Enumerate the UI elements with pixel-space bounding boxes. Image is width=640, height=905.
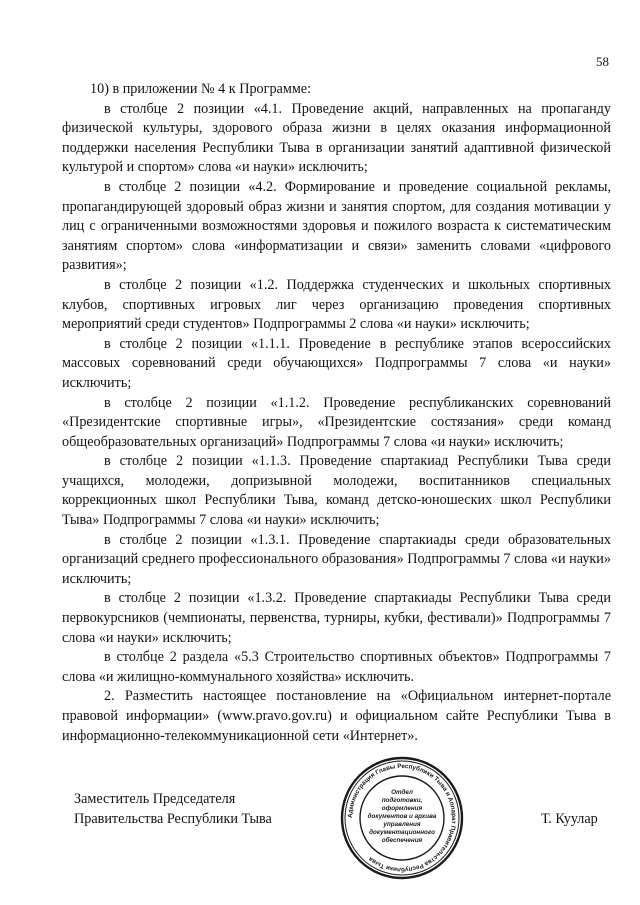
signer-title-line1: Заместитель Председателя [74, 791, 236, 807]
stamp-line: управления [383, 821, 421, 828]
stamp-line: оформления [381, 805, 423, 812]
stamp-line: подготовки, [381, 797, 423, 804]
paragraph-position-1-1-1: в столбце 2 позиции «1.1.1. Проведение в республике этапов всероссийских массовых соревнований среди обучающихся» Подпрограммы 7 слова «и науки» исключить; [62, 335, 611, 391]
paragraph-section-5-3: в столбце 2 раздела «5.3 Строительство спортивных объектов» Подпрограммы 7 слова «и жилищно-коммунального хозяйства» исключить. [62, 649, 611, 685]
paragraph-position-1-1-3: в столбце 2 позиции «1.1.3. Проведение спартакиад Республики Тыва среди учащихся, молодежи, допризывной молодежи, воспитанников специальных коррекционных школ Республики Тыва, команд детско-юношеских школ Республики Тыва» Подпрограммы 7 слова «и науки» исключить; [62, 453, 611, 529]
paragraph-position-4-2: в столбце 2 позиции «4.2. Формирование и проведение социальной рекламы, пропагандирующей здоровый образ жизни и занятия спортом, для создания мотивации у лиц с ограниченными возможностями здоровья и пожилого возраста к систематическим занятиям спортом» слова «информатизации и связи» заменить словами «цифрового развития»; [62, 178, 611, 274]
signer-title-line2: Правительства Республики Тыва [74, 810, 272, 827]
stamp-outer-text: Администрация Главы Республики Тыва и Аппарат Правительства Республики Тыва [346, 762, 458, 874]
stamp-line: документов и архива [367, 813, 437, 820]
paragraph-item-10: 10) в приложении № 4 к Программе: [90, 81, 312, 97]
paragraph-position-1-3-1: в столбце 2 позиции «1.3.1. Проведение спартакиады среди образовательных организаций среднего профессионального образования» Подпрограммы 7 слова «и науки» исключить; [62, 531, 611, 587]
paragraph-position-1-1-2: в столбце 2 позиции «1.1.2. Проведение республиканских соревнований «Президентские спортивные игры», «Президентские состязания» среди команд общеобразовательных организаций» Подпрограммы 7 слова «и науки» исключить; [62, 394, 611, 450]
official-stamp [340, 756, 464, 880]
stamp-line: документационного [369, 829, 435, 836]
document-body [62, 80, 611, 746]
signature-block [74, 790, 272, 829]
paragraph-position-1-2: в столбце 2 позиции «1.2. Поддержка студенческих и школьных спортивных клубов, спортивных игровых лиг через организацию проведения спортивных мероприятий среди студентов» Подпрограммы 2 слова «и науки» исключить; [62, 276, 611, 333]
paragraph-position-4-1: в столбце 2 позиции «4.1. Проведение акций, направленных на пропаганду физической культуры, здорового образа жизни в целях оказания информационной поддержки населения Республики Тыва в организации занятий адаптивной физической культурой и спортом» слова «и науки» исключить; [62, 100, 611, 176]
stamp-line: обеспечения [381, 837, 423, 844]
paragraph-item-2-publication: 2. Разместить настоящее постановление на «Официальном интернет-портале правовой информации» (www.pravo.gov.ru) и официальном сайте Республики Тыва в информационно-телекоммуникационной сети «Интернет». [62, 688, 611, 744]
signer-name: Т. Куулар [541, 811, 598, 827]
page-number: 58 [596, 54, 609, 69]
stamp-line: Отдел [391, 789, 413, 796]
paragraph-position-1-3-2: в столбце 2 позиции «1.3.2. Проведение спартакиады Республики Тыва среди первокурсников (чемпионаты, первенства, турниры, кубки, фестивали)» Подпрограммы 7 слова «и науки» исключить; [62, 590, 611, 646]
